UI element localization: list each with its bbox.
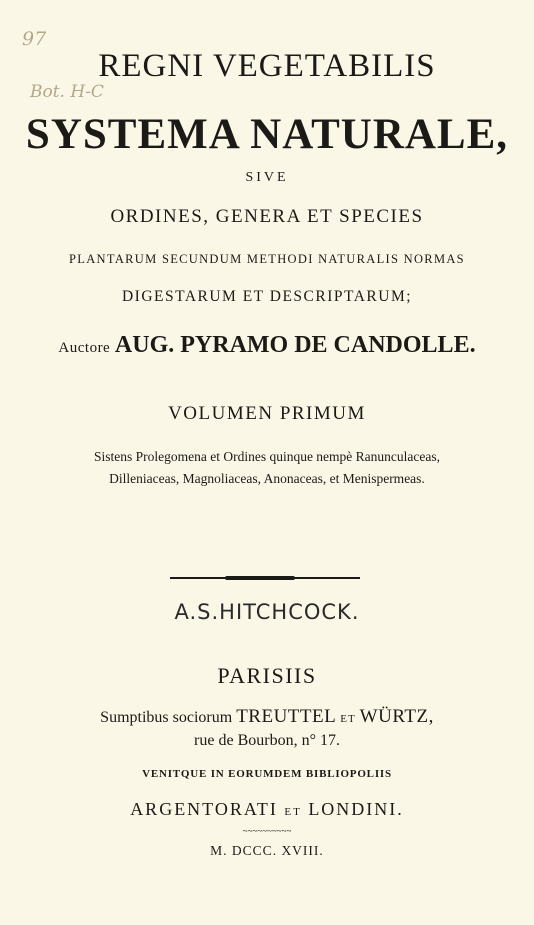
handwritten-shelfmark: 97 bbox=[22, 28, 47, 50]
contents-line-1: Sistens Prolegomena et Ordines quinque nempè Ranunculaceas, bbox=[93, 449, 441, 464]
ornament-line: ~~~~~~~~~~ bbox=[242, 826, 292, 836]
plantarum-line: PLANTARUM SECUNDUM METHODI NATURALIS NORMAS bbox=[69, 252, 465, 266]
cities-et: ET bbox=[284, 806, 302, 818]
place-line: PARISIIS bbox=[217, 663, 317, 688]
author-prefix: Auctore bbox=[58, 340, 111, 356]
publisher-et: ET bbox=[340, 713, 356, 725]
volume-line: VOLUMEN PRIMUM bbox=[168, 403, 366, 424]
digestarum-line: DIGESTARUM ET DESCRIPTARUM; bbox=[121, 288, 413, 305]
publisher-name-2: WÜRTZ, bbox=[359, 706, 434, 727]
city-2: LONDINI. bbox=[308, 799, 404, 819]
date-line: M. DCCC. XVIII. bbox=[210, 843, 324, 858]
address-line: rue de Bourbon, n° 17. bbox=[194, 732, 340, 749]
publisher-line bbox=[0, 706, 534, 728]
cities-line bbox=[0, 799, 534, 820]
library-stamp: A.S.HITCHCOCK. bbox=[174, 600, 360, 624]
contents-line-2: Dilleniaceas, Magnoliaceas, Anonaceas, et Menispermeas. bbox=[109, 471, 425, 486]
divider-rule bbox=[170, 577, 360, 579]
sive-line: SIVE bbox=[245, 170, 289, 185]
publisher-prefix: Sumptibus sociorum bbox=[100, 709, 233, 726]
ordines-line: ORDINES, GENERA ET SPECIES bbox=[110, 206, 424, 227]
venit-line: VENITQUE IN EORUMDEM BIBLIOPOLIIS bbox=[142, 768, 392, 780]
title-line-1: REGNI VEGETABILIS bbox=[98, 48, 436, 84]
city-1: ARGENTORATI bbox=[130, 799, 278, 819]
title-line-2: SYSTEMA NATURALE, bbox=[25, 111, 509, 158]
author-name: AUG. PYRAMO DE CANDOLLE. bbox=[114, 332, 476, 358]
handwritten-annotation: Bot. H-C bbox=[30, 82, 104, 102]
publisher-name-1: TREUTTEL bbox=[236, 706, 337, 727]
author-line bbox=[0, 332, 534, 359]
